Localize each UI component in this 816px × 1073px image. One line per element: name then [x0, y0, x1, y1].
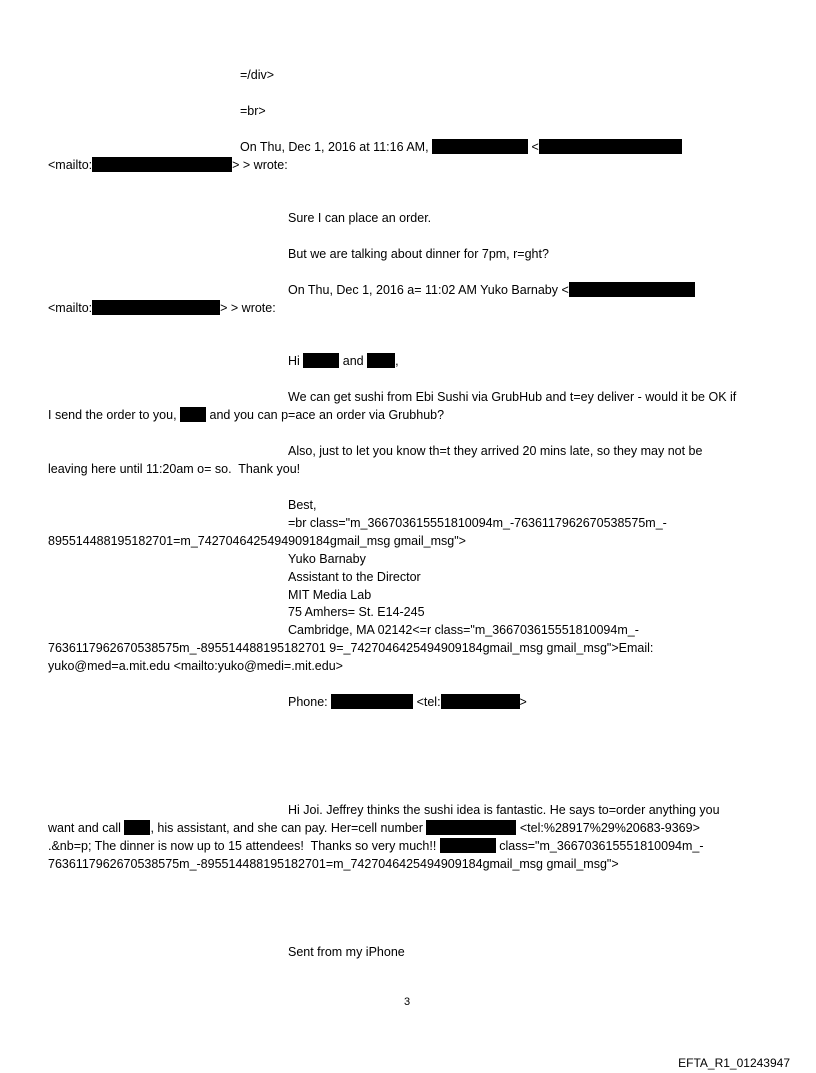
redaction: [92, 157, 232, 172]
reply-header: <mailto: > > wrote:: [48, 301, 276, 315]
text-line: 7636117962670538575m_-895514488195182701 9=_7427046425494909184gmail_msg gmail_msg">Email:: [48, 641, 654, 655]
page-number: 3: [404, 996, 411, 1008]
text-line: Hi Joi. Jeffrey thinks the sushi idea is fantastic. He says to=order anything you: [288, 803, 720, 817]
text-line: Best,: [288, 498, 317, 512]
redaction: [440, 838, 496, 853]
signature-title: Assistant to the Director: [288, 570, 421, 584]
reply-header: <mailto: > > wrote:: [48, 158, 288, 172]
greeting: Hi and ,: [288, 354, 399, 368]
redaction: [569, 282, 695, 297]
text-line: .&nb=p; The dinner is now up to 15 attendees! Thanks so very much!! class="m_366703615551810094m_-: [48, 839, 704, 853]
signature-email: yuko@med=a.mit.edu <mailto:yuko@medi=.mit.edu>: [48, 659, 343, 673]
email-signoff: Sent from my iPhone: [288, 945, 405, 959]
text-line: 895514488195182701=m_7427046425494909184gmail_msg gmail_msg">: [48, 534, 466, 548]
redaction: [432, 139, 528, 154]
text-line: 7636117962670538575m_-895514488195182701=m_7427046425494909184gmail_msg gmail_msg">: [48, 857, 619, 871]
text-line: Also, just to let you know th=t they arrived 20 mins late, so they may not be: [288, 444, 703, 458]
text-line: leaving here until 11:20am o= so. Thank you!: [48, 462, 301, 476]
signature-address: 75 Amhers= St. E14-245: [288, 605, 425, 619]
text-line: want and call , his assistant, and she can pay. Her=cell number <tel:%28917%29%20683-9369>: [48, 821, 700, 835]
redaction: [426, 820, 516, 835]
redaction: [180, 407, 206, 422]
reply-header: On Thu, Dec 1, 2016 a= 11:02 AM Yuko Barnaby <: [288, 282, 695, 298]
document-id: EFTA_R1_01243947: [678, 1056, 790, 1070]
text-line: But we are talking about dinner for 7pm, r=ght?: [288, 247, 549, 261]
redaction: [539, 139, 682, 154]
text-line: I send the order to you, and you can p=ace an order via Grubhub?: [48, 408, 445, 422]
text-line: =/div>: [240, 68, 275, 82]
text-line: =br class="m_366703615551810094m_-7636117962670538575m_-: [288, 516, 667, 530]
redaction: [331, 694, 413, 709]
text-line: =br>: [240, 104, 266, 118]
signature-org: MIT Media Lab: [288, 588, 372, 602]
signature-name: Yuko Barnaby: [288, 552, 366, 566]
text-line: We can get sushi from Ebi Sushi via GrubHub and t=ey deliver - would it be OK if: [288, 390, 737, 404]
redaction: [303, 353, 339, 368]
signature-phone: Phone: <tel: >: [288, 695, 527, 709]
redaction: [441, 694, 520, 709]
redaction: [367, 353, 395, 368]
redaction: [124, 820, 150, 835]
redaction: [92, 300, 220, 315]
text-line: Sure I can place an order.: [288, 211, 432, 225]
text-line: Cambridge, MA 02142<=r class="m_366703615551810094m_-: [288, 623, 639, 637]
reply-header: On Thu, Dec 1, 2016 at 11:16 AM, <: [240, 139, 682, 155]
